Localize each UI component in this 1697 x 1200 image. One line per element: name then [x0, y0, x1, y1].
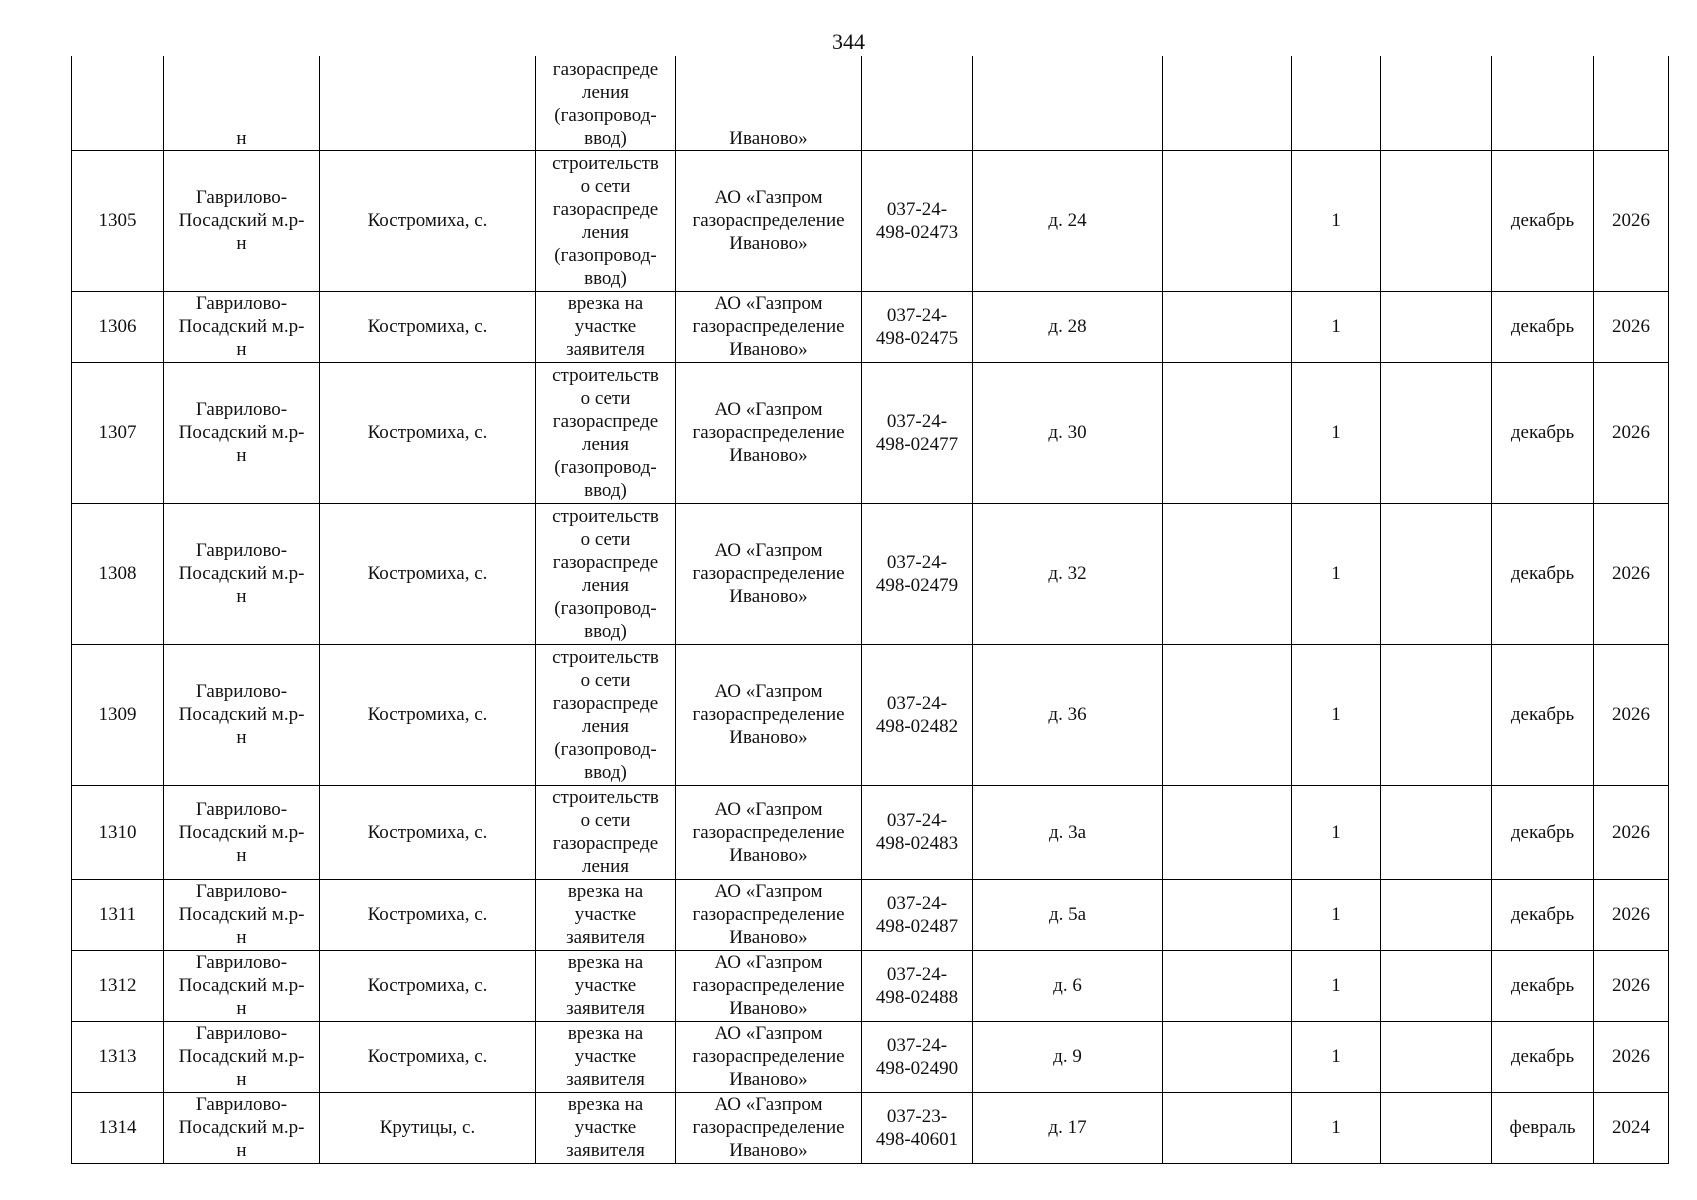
table-row: [72, 1092, 1669, 1163]
cell-empty: [1163, 150, 1292, 291]
cell-year: [1594, 56, 1669, 150]
cell-empty: [1163, 644, 1292, 785]
cell-locality: Костромиха, с.: [320, 785, 536, 879]
cell-month: декабрь: [1492, 785, 1594, 879]
cell-code: 037-24- 498-02475: [862, 291, 973, 362]
cell-empty: [1163, 1021, 1292, 1092]
cell-number: 1312: [72, 950, 164, 1021]
cell-locality: Костромиха, с.: [320, 1021, 536, 1092]
cell-empty: [1163, 1092, 1292, 1163]
table-row: [72, 950, 1669, 1021]
cell-year: 2026: [1594, 150, 1669, 291]
cell-empty: [1163, 785, 1292, 879]
cell-empty: [1381, 950, 1492, 1021]
cell-month: декабрь: [1492, 950, 1594, 1021]
cell-organization: АО «Газпром газораспределение Иваново»: [676, 785, 862, 879]
cell-district: Гаврилово- Посадский м.р- н: [164, 950, 320, 1021]
cell-code: [862, 56, 973, 150]
cell-empty: [1381, 150, 1492, 291]
cell-work-type: врезка на участке заявителя: [536, 291, 676, 362]
cell-code: 037-24- 498-02479: [862, 503, 973, 644]
cell-number: 1308: [72, 503, 164, 644]
cell-address: д. 3а: [973, 785, 1163, 879]
page-number: 344: [832, 29, 865, 54]
cell-code: 037-24- 498-02487: [862, 879, 973, 950]
cell-year: 2026: [1594, 879, 1669, 950]
cell-month: декабрь: [1492, 150, 1594, 291]
cell-district: Гаврилово- Посадский м.р- н: [164, 362, 320, 503]
cell-district: Гаврилово- Посадский м.р- н: [164, 1021, 320, 1092]
cell-work-type: врезка на участке заявителя: [536, 879, 676, 950]
cell-empty: [1163, 291, 1292, 362]
table-row: [72, 879, 1669, 950]
cell-month: декабрь: [1492, 362, 1594, 503]
cell-quantity: 1: [1292, 503, 1381, 644]
cell-code: 037-24- 498-02482: [862, 644, 973, 785]
cell-month: декабрь: [1492, 644, 1594, 785]
cell-empty: [1163, 879, 1292, 950]
cell-locality: [320, 56, 536, 150]
cell-work-type: врезка на участке заявителя: [536, 950, 676, 1021]
cell-address: д. 32: [973, 503, 1163, 644]
cell-month: декабрь: [1492, 291, 1594, 362]
cell-empty: [1163, 362, 1292, 503]
cell-month: декабрь: [1492, 503, 1594, 644]
table-row: [72, 291, 1669, 362]
cell-empty: [1163, 503, 1292, 644]
cell-work-type: строительств о сети газораспреде ления (газопровод- ввод): [536, 362, 676, 503]
table-row: [72, 362, 1669, 503]
cell-district: Гаврилово- Посадский м.р- н: [164, 644, 320, 785]
cell-year: 2026: [1594, 785, 1669, 879]
table-row: [72, 644, 1669, 785]
cell-organization: АО «Газпром газораспределение Иваново»: [676, 879, 862, 950]
cell-district: Гаврилово- Посадский м.р- н: [164, 1092, 320, 1163]
cell-locality: Крутицы, с.: [320, 1092, 536, 1163]
cell-year: 2026: [1594, 1021, 1669, 1092]
cell-number: 1305: [72, 150, 164, 291]
cell-empty: [1381, 1021, 1492, 1092]
cell-district: Гаврилово- Посадский м.р- н: [164, 879, 320, 950]
cell-work-type: врезка на участке заявителя: [536, 1021, 676, 1092]
cell-organization: АО «Газпром газораспределение Иваново»: [676, 291, 862, 362]
table-row: [72, 785, 1669, 879]
cell-year: 2024: [1594, 1092, 1669, 1163]
cell-quantity: 1: [1292, 950, 1381, 1021]
cell-number: 1309: [72, 644, 164, 785]
cell-work-type: врезка на участке заявителя: [536, 1092, 676, 1163]
cell-organization: АО «Газпром газораспределение Иваново»: [676, 644, 862, 785]
table-row: [72, 150, 1669, 291]
cell-number: 1310: [72, 785, 164, 879]
cell-work-type: строительств о сети газораспреде ления (газопровод- ввод): [536, 644, 676, 785]
cell-locality: Костромиха, с.: [320, 644, 536, 785]
cell-empty: [1381, 785, 1492, 879]
cell-locality: Костромиха, с.: [320, 150, 536, 291]
cell-district: н: [164, 56, 320, 150]
cell-organization: АО «Газпром газораспределение Иваново»: [676, 1092, 862, 1163]
continued-row: [72, 56, 1669, 150]
cell-work-type: строительств о сети газораспреде ления (газопровод- ввод): [536, 150, 676, 291]
cell-locality: Костромиха, с.: [320, 879, 536, 950]
cell-address: д. 36: [973, 644, 1163, 785]
cell-organization: Иваново»: [676, 56, 862, 150]
cell-number: 1313: [72, 1021, 164, 1092]
cell-quantity: 1: [1292, 150, 1381, 291]
cell-empty: [1381, 879, 1492, 950]
cell-organization: АО «Газпром газораспределение Иваново»: [676, 362, 862, 503]
cell-number: 1306: [72, 291, 164, 362]
cell-work-type: строительств о сети газораспреде ления: [536, 785, 676, 879]
cell-address: д. 30: [973, 362, 1163, 503]
cell-year: 2026: [1594, 644, 1669, 785]
cell-locality: Костромиха, с.: [320, 950, 536, 1021]
cell-work-type: строительств о сети газораспреде ления (газопровод- ввод): [536, 503, 676, 644]
cell-empty: [1163, 950, 1292, 1021]
cell-code: 037-24- 498-02490: [862, 1021, 973, 1092]
cell-month: декабрь: [1492, 879, 1594, 950]
cell-number: 1311: [72, 879, 164, 950]
cell-quantity: 1: [1292, 785, 1381, 879]
cell-work-type: газораспреде ления (газопровод- ввод): [536, 56, 676, 150]
cell-empty: [1381, 644, 1492, 785]
cell-quantity: 1: [1292, 1092, 1381, 1163]
cell-empty: [1381, 1092, 1492, 1163]
cell-number: 1307: [72, 362, 164, 503]
cell-locality: Костромиха, с.: [320, 503, 536, 644]
cell-address: д. 9: [973, 1021, 1163, 1092]
cell-number: 1314: [72, 1092, 164, 1163]
gas-connection-table: [71, 56, 1669, 1164]
cell-quantity: 1: [1292, 1021, 1381, 1092]
cell-address: д. 17: [973, 1092, 1163, 1163]
cell-empty: [1381, 291, 1492, 362]
cell-month: февраль: [1492, 1092, 1594, 1163]
cell-empty: [1381, 56, 1492, 150]
cell-month: [1492, 56, 1594, 150]
cell-organization: АО «Газпром газораспределение Иваново»: [676, 503, 862, 644]
cell-organization: АО «Газпром газораспределение Иваново»: [676, 150, 862, 291]
cell-month: декабрь: [1492, 1021, 1594, 1092]
cell-quantity: [1292, 56, 1381, 150]
cell-empty: [1381, 362, 1492, 503]
cell-quantity: 1: [1292, 362, 1381, 503]
cell-address: д. 24: [973, 150, 1163, 291]
cell-organization: АО «Газпром газораспределение Иваново»: [676, 1021, 862, 1092]
cell-quantity: 1: [1292, 644, 1381, 785]
cell-locality: Костромиха, с.: [320, 291, 536, 362]
cell-address: д. 5а: [973, 879, 1163, 950]
table-row: [72, 503, 1669, 644]
cell-code: 037-24- 498-02488: [862, 950, 973, 1021]
cell-empty: [1381, 503, 1492, 644]
cell-district: Гаврилово- Посадский м.р- н: [164, 785, 320, 879]
cell-address: д. 28: [973, 291, 1163, 362]
cell-empty: [1163, 56, 1292, 150]
cell-quantity: 1: [1292, 879, 1381, 950]
table-row: [72, 1021, 1669, 1092]
table-body: [72, 56, 1669, 1163]
cell-year: 2026: [1594, 503, 1669, 644]
cell-district: Гаврилово- Посадский м.р- н: [164, 150, 320, 291]
cell-district: Гаврилово- Посадский м.р- н: [164, 291, 320, 362]
cell-year: 2026: [1594, 362, 1669, 503]
cell-district: Гаврилово- Посадский м.р- н: [164, 503, 320, 644]
cell-year: 2026: [1594, 950, 1669, 1021]
cell-locality: Костромиха, с.: [320, 362, 536, 503]
cell-number: [72, 56, 164, 150]
cell-code: 037-24- 498-02483: [862, 785, 973, 879]
cell-address: [973, 56, 1163, 150]
cell-code: 037-24- 498-02477: [862, 362, 973, 503]
cell-address: д. 6: [973, 950, 1163, 1021]
cell-code: 037-23- 498-40601: [862, 1092, 973, 1163]
cell-organization: АО «Газпром газораспределение Иваново»: [676, 950, 862, 1021]
cell-quantity: 1: [1292, 291, 1381, 362]
cell-year: 2026: [1594, 291, 1669, 362]
cell-code: 037-24- 498-02473: [862, 150, 973, 291]
